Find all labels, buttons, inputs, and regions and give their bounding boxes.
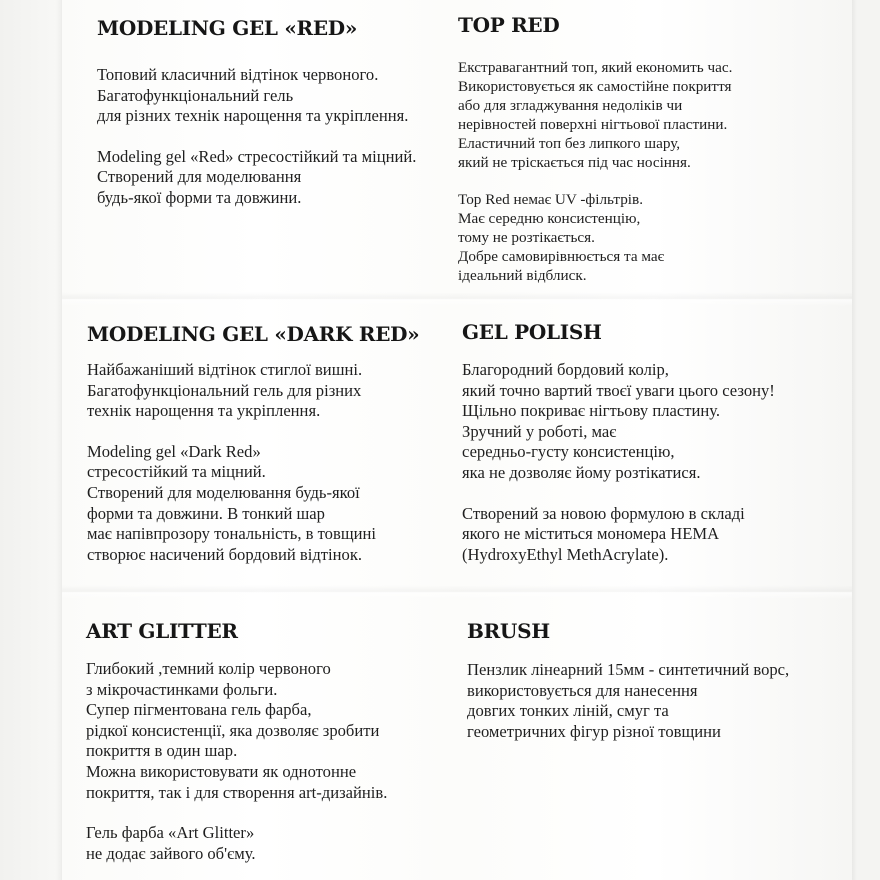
text-line: стресостійкий та міцний.	[87, 462, 266, 482]
section-title: GEL POLISH	[462, 320, 602, 344]
section-title: ART GLITTER	[86, 619, 238, 643]
section-brush	[467, 619, 789, 742]
paragraph	[86, 823, 387, 864]
paragraph	[467, 660, 789, 742]
text-line: Використовується як самостійне покриття	[458, 78, 732, 95]
text-line: Можна використовувати як однотонне	[86, 761, 357, 781]
text-line: (HydroxyEthyl MethAcrylate).	[462, 544, 669, 564]
paragraph	[87, 360, 419, 422]
text-line: Багатофункціональний гель для різних	[87, 380, 362, 400]
section-title: BRUSH	[467, 619, 550, 643]
text-line: нерівностей поверхні нігтьової пластини.	[458, 116, 728, 133]
paper-fold	[62, 585, 852, 599]
text-line: Добре самовирівнюється та має	[458, 248, 665, 265]
text-line: Створений для моделювання будь-якої	[87, 482, 360, 502]
text-line: Створений для моделювання	[97, 167, 302, 187]
text-line: Зручний у роботі, має	[462, 421, 617, 441]
section-modeling-gel-red	[97, 16, 416, 209]
section-title: MODELING GEL «RED»	[97, 16, 358, 40]
paragraph	[462, 504, 775, 566]
paragraph	[458, 58, 732, 172]
text-line: Екстравагантний топ, який економить час.	[458, 59, 733, 76]
text-line: технік нарощення та укріплення.	[87, 401, 321, 421]
text-line: будь-якої форми та довжини.	[97, 187, 302, 207]
text-line: Благородний бордовий колір,	[462, 360, 669, 379]
text-line: рідкої консистенції, яка дозволяє зробити	[86, 720, 380, 740]
text-line: довгих тонких ліній, смуг та	[467, 701, 669, 721]
text-line: геометричних фігур різної товщини	[467, 721, 721, 741]
text-line: Має середню консистенцію,	[458, 210, 641, 227]
paragraph	[458, 190, 732, 285]
text-line: має напівпрозору тональність, в товщині	[87, 524, 376, 544]
text-line: Багатофункціональний гель	[97, 85, 294, 105]
section-title: TOP RED	[458, 13, 560, 37]
text-line: тому не розтікається.	[458, 229, 595, 246]
text-line: форми та довжини. В тонкий шар	[87, 503, 325, 523]
text-line: який точно вартий твоєї уваги цього сезону!	[462, 380, 775, 400]
text-line: Пензлик лінеарний 15мм - синтетичний ворс,	[467, 660, 790, 679]
text-line: Глибокий ,темний колір червоного	[86, 659, 331, 678]
text-line: якого не міститься мономера HEMA	[462, 524, 720, 544]
text-line: Щільно покриває нігтьову пластину.	[462, 401, 721, 421]
text-line: Modeling gel «Red» стресостійкий та міцний.	[97, 146, 417, 166]
paragraph	[97, 65, 416, 127]
text-line: Найбажаніший відтінок стиглої вишні.	[87, 360, 363, 379]
paragraph	[97, 147, 416, 209]
text-line: яка не дозволяє йому розтікатися.	[462, 462, 701, 482]
section-top-red	[458, 13, 732, 285]
section-art-glitter	[86, 619, 387, 864]
section-gel-polish	[462, 320, 775, 565]
text-line: для різних технік нарощення та укріплення.	[97, 106, 409, 126]
text-line: Еластичний топ без липкого шару,	[458, 135, 681, 152]
text-line: використовується для нанесення	[467, 680, 698, 700]
text-line: Супер пігментована гель фарба,	[86, 700, 312, 720]
text-line: Modeling gel «Dark Red»	[87, 441, 261, 461]
paragraph	[87, 442, 419, 566]
text-line: Top Red немає UV -фільтрів.	[458, 191, 643, 208]
text-line: середньо-густу консистенцію,	[462, 442, 675, 462]
text-line: покриття в один шар.	[86, 741, 238, 761]
text-line: створює насичений бордовий відтінок.	[87, 544, 363, 564]
text-line: Створений за новою формулою в складі	[462, 503, 745, 523]
text-line: Топовий класичний відтінок червоного.	[97, 65, 379, 84]
text-line: з мікрочастинками фольги.	[86, 679, 278, 699]
text-line: Гель фарба «Art Glitter»	[86, 823, 255, 843]
section-modeling-gel-dark-red	[87, 322, 419, 565]
paragraph	[462, 360, 775, 484]
text-line: не додає зайвого об'єму.	[86, 843, 256, 863]
section-title: MODELING GEL «DARK RED»	[87, 322, 420, 346]
text-line: ідеальний відблиск.	[458, 267, 587, 284]
paragraph	[86, 659, 387, 803]
text-line: або для згладжування недоліків чи	[458, 97, 683, 114]
text-line: покриття, так і для створення art-дизайнів.	[86, 782, 388, 802]
paper-fold	[62, 292, 852, 306]
text-line: який не тріскається під час носіння.	[458, 154, 691, 171]
